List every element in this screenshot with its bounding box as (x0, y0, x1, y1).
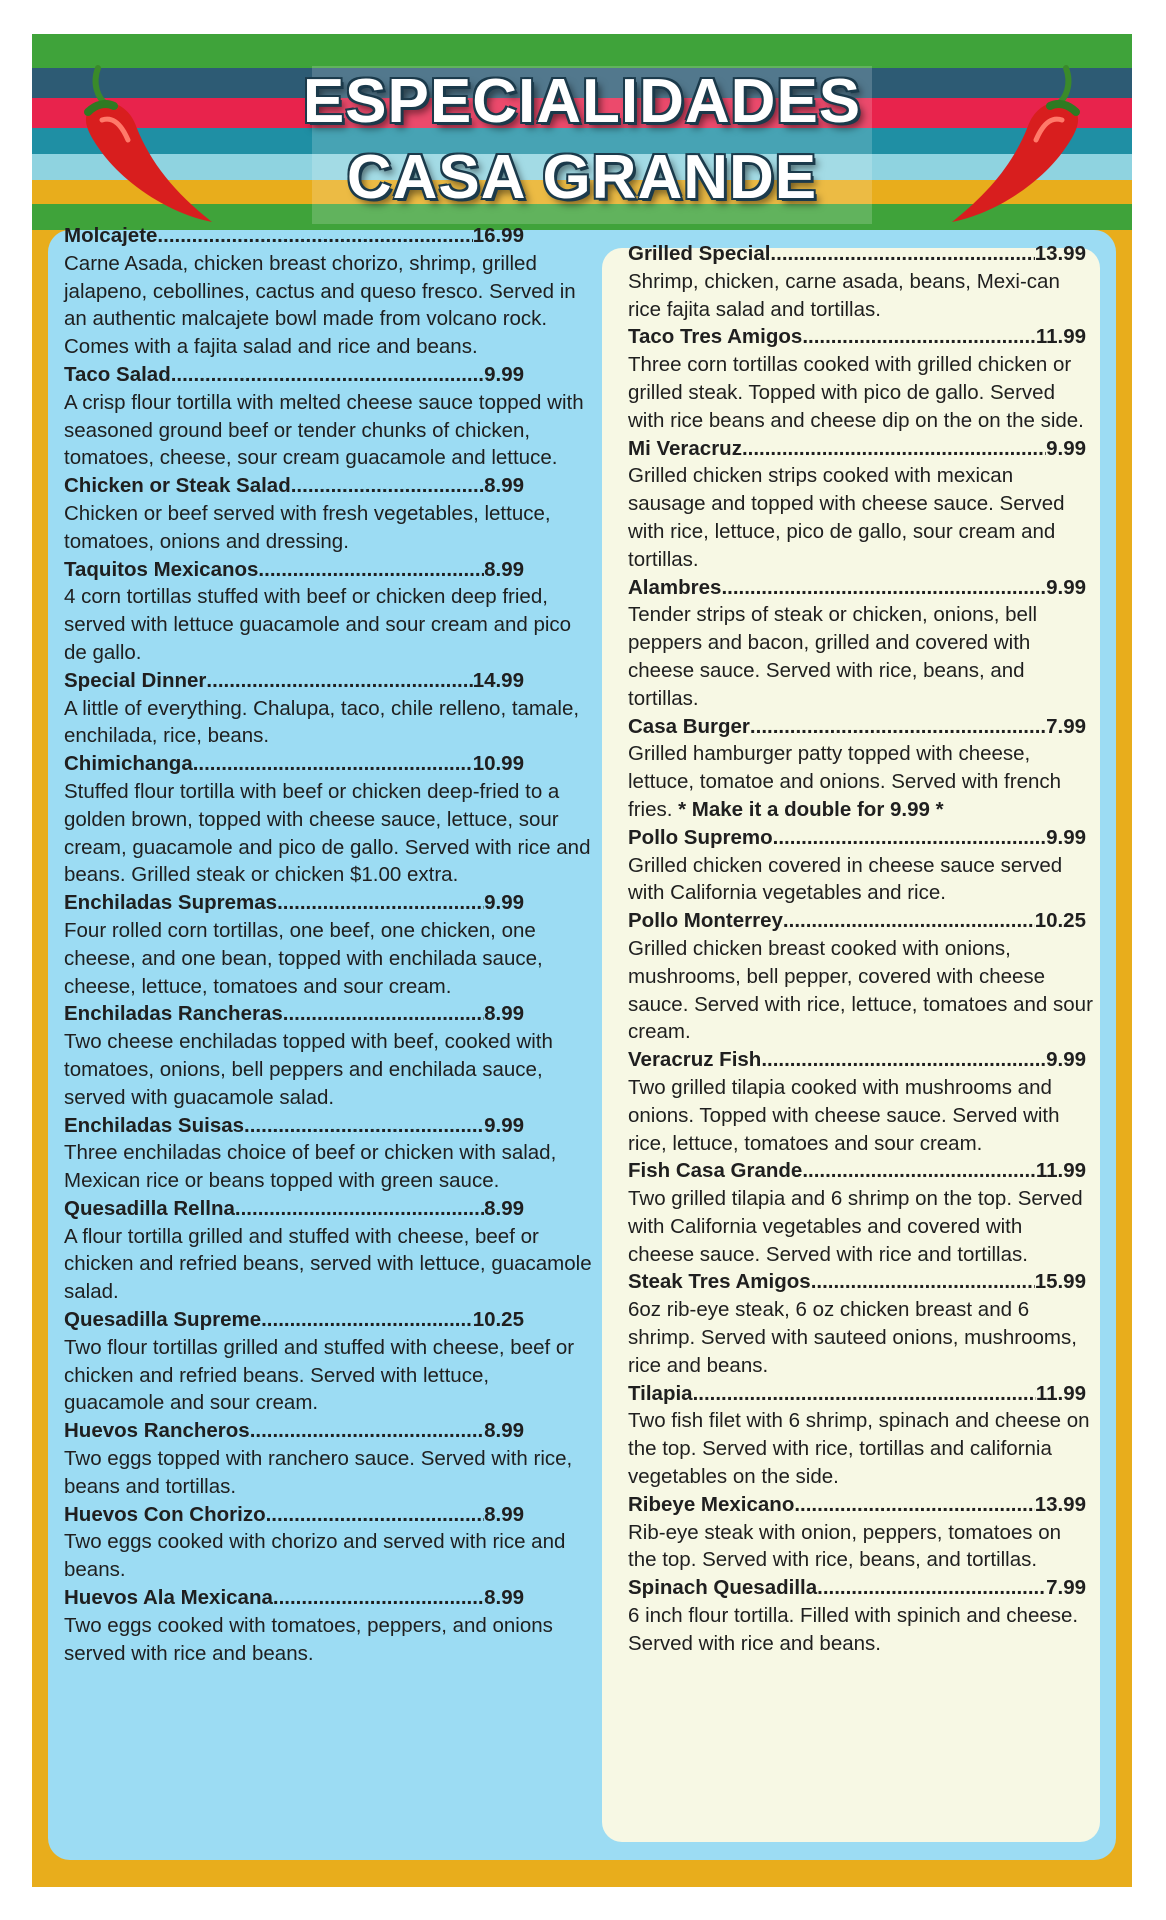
item-name: Huevos Ala Mexicana (64, 1586, 273, 1610)
item-price: 15.99 (1034, 1270, 1086, 1294)
item-name: Huevos Con Chorizo (64, 1502, 266, 1526)
item-description: 4 corn tortillas stuffed with beef or chicken deep fried, served with lettuce guacamole and sour cream and pico de gallo. (64, 585, 572, 664)
item-name: Huevos Rancheros (64, 1419, 250, 1443)
item-name: Steak Tres Amigos (628, 1270, 811, 1294)
item-name: Enchiladas Supremas (64, 891, 278, 915)
item-description: Grilled chicken breast cooked with onions, mushrooms, bell pepper, covered with cheese sauce. Served with rice, lettuce, tomatoes and sour cream. (628, 936, 1093, 1044)
item-description: Two eggs cooked with chorizo and served with rice and beans. (64, 1530, 566, 1582)
item-description: Grilled chicken covered in cheese sauce served with California vegetables and rice. (628, 853, 1063, 905)
menu-item (628, 1380, 1094, 1491)
page-subtitle: CASA GRANDE (346, 143, 818, 212)
double-offer-note: * Make it a double for 9.99 * (672, 797, 944, 821)
item-description-text: Grilled hamburger patty topped with cheese, lettuce, tomatoe and onions. Served with french fries. (628, 742, 1062, 821)
item-name: Chicken or Steak Salad (64, 474, 291, 498)
item-description: Three enchiladas choice of beef or chicken with salad, Mexican rice or beans topped with green sauce. (64, 1141, 557, 1193)
menu-item (628, 323, 1094, 434)
item-price: 9.99 (1046, 575, 1086, 599)
item-price: 8.99 (484, 1586, 524, 1610)
item-description: Two grilled tilapia and 6 shrimp on the top. Served with California vegetables and covered with cheese sauce. Served with rice and tortillas. (628, 1187, 1083, 1266)
item-price: 9.99 (484, 891, 524, 915)
menu-item (64, 1584, 594, 1667)
item-description: Two eggs topped with ranchero sauce. Served with rice, beans and tortillas. (64, 1447, 573, 1498)
item-name: Taquitos Mexicanos (64, 557, 259, 581)
menu-item (628, 1157, 1094, 1268)
menu-item (628, 1574, 1094, 1657)
item-description: Chicken or beef served with fresh vegetables, lettuce, tomatoes, onions and dressing. (64, 501, 551, 553)
menu-item (64, 667, 594, 750)
item-name: Molcajete (64, 224, 158, 247)
menu-item (64, 1306, 594, 1417)
item-price: 10.25 (472, 1308, 524, 1332)
item-name: Enchiladas Rancheras (64, 1002, 283, 1026)
item-name: Pollo Supremo (628, 825, 773, 849)
item-price: 16.99 (472, 224, 524, 247)
item-description: Two flour tortillas grilled and stuffed with cheese, beef or chicken and refried beans. Served with lettuce, guacamole and sour cream. (64, 1335, 575, 1415)
item-name: Quesadilla Rellna (64, 1196, 235, 1220)
item-price: 9.99 (1046, 825, 1086, 849)
item-description: A little of everything. Chalupa, taco, chile relleno, tamale, enchilada, rice, beans. (64, 696, 580, 748)
item-description: Tender strips of steak or chicken, onions, bell peppers and bacon, grilled and covered with cheese sauce. Served with rice, beans, and tortillas. (628, 603, 1038, 710)
menu-item (628, 907, 1094, 1046)
item-name: Quesadilla Supreme (64, 1308, 262, 1332)
menu-item (628, 713, 1094, 824)
item-description: 6oz rib-eye steak, 6 oz chicken breast and 6 shrimp. Served with sauteed onions, mushrooms, rice and beans. (628, 1298, 1077, 1377)
item-price: 8.99 (484, 557, 524, 581)
menu-item (64, 1195, 594, 1306)
item-price: 11.99 (1035, 1159, 1086, 1183)
item-name: Veracruz Fish (628, 1048, 762, 1072)
item-price: 8.99 (484, 1196, 524, 1220)
item-description: Shrimp, chicken, carne asada, beans, Mexi-can rice fajita salad and tortillas. (628, 269, 1060, 321)
menu-item (628, 574, 1094, 713)
item-price: 10.25 (1034, 909, 1086, 933)
item-name: Special Dinner (64, 668, 207, 692)
item-price: 14.99 (472, 668, 524, 692)
item-name: Grilled Special (628, 242, 771, 265)
item-name: Alambres (628, 575, 722, 599)
menu-item (64, 1417, 594, 1500)
item-description: Two fish filet with 6 shrimp, spinach and cheese on the top. Served with rice, tortillas and california vegetables on the side. (628, 1409, 1090, 1489)
item-price: 8.99 (484, 1502, 524, 1526)
item-price: 11.99 (1035, 1381, 1086, 1405)
item-description: Rib-eye steak with onion, peppers, tomatoes on the top. Served with rice, beans, and tortillas. (628, 1520, 1062, 1572)
menu-item (628, 824, 1094, 907)
item-description: Two eggs cooked with tomatoes, peppers, and onions served with rice and beans. (64, 1613, 553, 1665)
menu-item (64, 1501, 594, 1584)
item-price: 8.99 (484, 1419, 524, 1443)
menu-item (64, 472, 594, 555)
item-name: Tilapia (628, 1381, 693, 1405)
menu-item (64, 556, 594, 667)
item-name: Taco Salad (64, 362, 171, 386)
item-description: A crisp flour tortilla with melted cheese sauce topped with seasoned ground beef or tender chunks of chicken, tomatoes, cheese, sour cream guacamole and lettuce. (64, 390, 584, 470)
menu-item (64, 889, 594, 1000)
item-description: Grilled chicken strips cooked with mexican sausage and topped with cheese sauce. Served with rice, lettuce, pico de gallo, sour cream and tortillas. (628, 464, 1065, 571)
item-description: Two grilled tilapia cooked with mushrooms and onions. Topped with cheese sauce. Served with rice, lettuce, tomatoes and sour cream. (628, 1075, 1060, 1155)
menu-item (64, 1000, 594, 1111)
item-price: 7.99 (1046, 714, 1086, 738)
item-name: Spinach Quesadilla (628, 1576, 818, 1600)
item-price: 13.99 (1034, 1492, 1086, 1516)
menu-item (64, 1112, 594, 1195)
menu-item (628, 1046, 1094, 1157)
item-price: 8.99 (484, 474, 524, 498)
header-banner (32, 34, 1132, 230)
item-description (628, 740, 1094, 823)
item-price: 11.99 (1035, 325, 1086, 349)
item-description: Three corn tortillas cooked with grilled chicken or grilled steak. Topped with pico de gallo. Served with rice beans and cheese dip on the on the side. (628, 353, 1084, 432)
page-title: ESPECIALIDADES (302, 67, 862, 136)
item-price: 8.99 (484, 1002, 524, 1026)
right-menu-column (628, 240, 1094, 1658)
item-price: 13.99 (1034, 242, 1086, 265)
item-price: 9.99 (484, 362, 524, 386)
item-name: Fish Casa Grande (628, 1159, 803, 1183)
item-description: Four rolled corn tortillas, one beef, one chicken, one cheese, and one bean, topped with enchilada sauce, cheese, lettuce, tomatoes and sour cream. (64, 918, 543, 998)
item-price: 10.99 (472, 752, 524, 776)
item-price: 9.99 (484, 1113, 524, 1137)
stripe-green (32, 34, 1132, 68)
menu-item (628, 240, 1094, 323)
item-description: Carne Asada, chicken breast chorizo, shrimp, grilled jalapeno, cebollines, cactus and queso fresco. Served in an authentic malcajete bowl made from volcano rock. Comes with a fajita salad and rice and beans. (64, 251, 576, 359)
item-price: 7.99 (1046, 1576, 1086, 1600)
item-name: Ribeye Mexicano (628, 1492, 795, 1516)
item-name: Chimichanga (64, 752, 193, 776)
menu-item (64, 750, 594, 889)
item-description: Stuffed flour tortilla with beef or chicken deep-fried to a golden brown, topped with cheese sauce, lettuce, sour cream, guacamole and pico de gallo. Served with rice and beans. Grilled steak or chicken $1.00 extra. (64, 779, 591, 887)
menu-item (64, 222, 594, 361)
item-name: Taco Tres Amigos (628, 325, 803, 349)
item-price: 9.99 (1046, 1048, 1086, 1072)
item-description: A flour tortilla grilled and stuffed with cheese, beef or chicken and refried beans, served with lettuce, guacamole salad. (64, 1224, 592, 1304)
menu-item (628, 1491, 1094, 1574)
item-description: Two cheese enchiladas topped with beef, cooked with tomatoes, onions, bell peppers and enchilada sauce, served with guacamole salad. (64, 1030, 553, 1109)
item-name: Mi Veracruz (628, 436, 742, 460)
left-menu-column (64, 222, 594, 1667)
menu-item (64, 361, 594, 472)
menu-item (628, 1268, 1094, 1379)
item-name: Casa Burger (628, 714, 750, 738)
item-name: Enchiladas Suisas (64, 1113, 245, 1137)
item-name: Pollo Monterrey (628, 909, 783, 933)
item-description: 6 inch flour tortilla. Filled with spinich and cheese. Served with rice and beans. (628, 1604, 1079, 1655)
item-price: 9.99 (1046, 436, 1086, 460)
menu-item (628, 435, 1094, 574)
